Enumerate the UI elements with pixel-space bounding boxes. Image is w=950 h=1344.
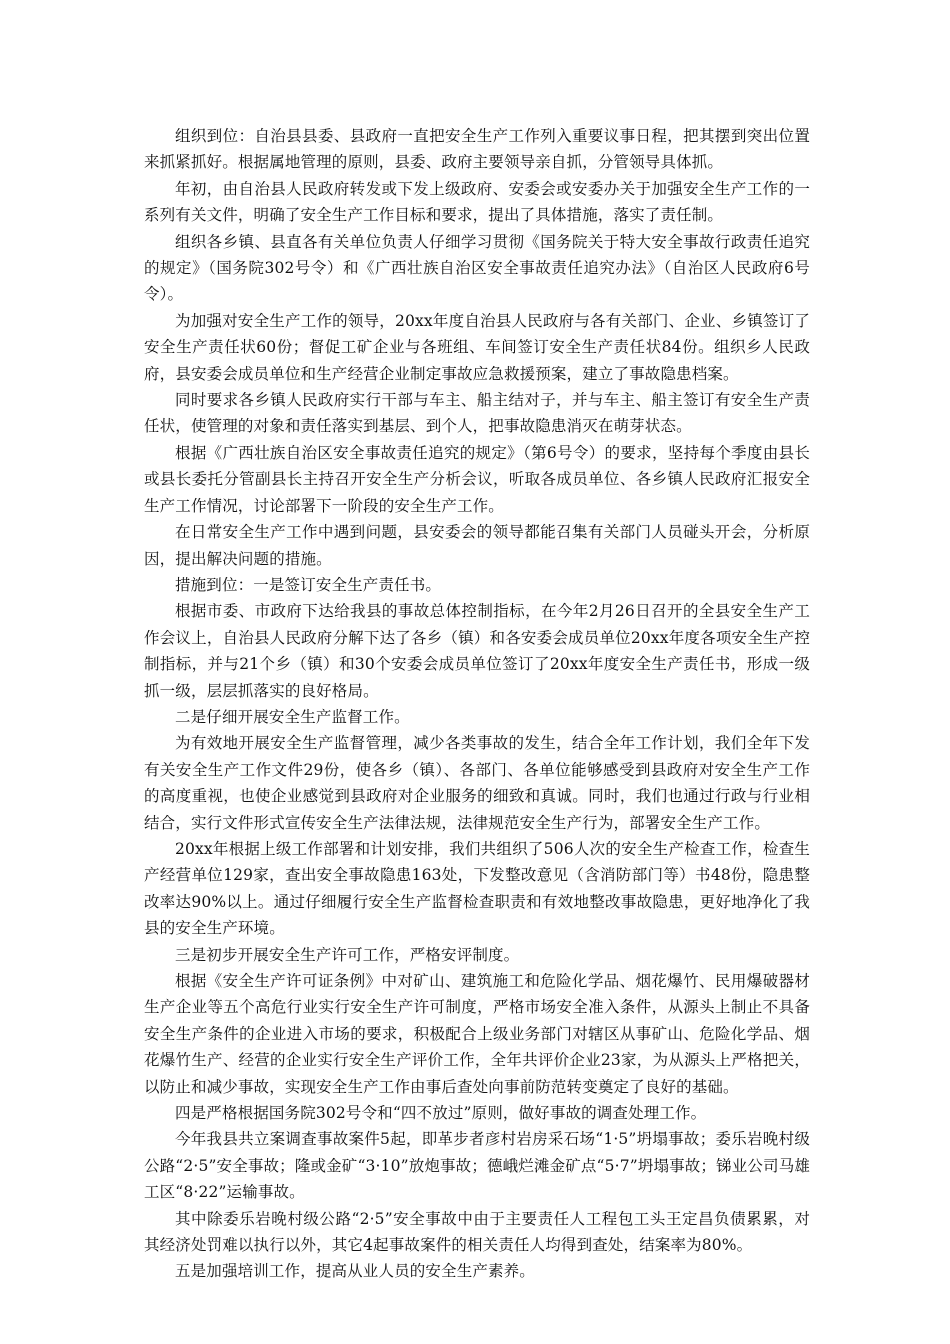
paragraph-16: 今年我县共立案调查事故案件5起，即革步者彦村岩房采石场“1·5”坍塌事故；委乐岩晚村级公路“2·5”安全事故；隆或金矿“3·10”放炮事故；德峨烂滩金矿点“5·7”坍塌事故；锑业公司马雄工区“8·22”运输事故。 <box>144 1130 810 1202</box>
paragraph-11: 为有效地开展安全生产监督管理，减少各类事故的发生，结合全年工作计划，我们全年下发有关安全生产工作文件29份，使各乡（镇）、各部门、各单位能够感受到县政府对安全生产工作的高度重视，也使企业感觉到县政府对企业服务的细致和真诚。同时，我们也通过行政与行业相结合，实行文件形式宣传安全生产法律法规，法律规范安全生产行为，部署安全生产工作。 <box>144 734 810 832</box>
paragraph-2: 年初，由自治县人民政府转发或下发上级政府、安委会或安委办关于加强安全生产工作的一系列有关文件，明确了安全生产工作目标和要求，提出了具体措施，落实了责任制。 <box>144 179 810 225</box>
paragraph-13: 三是初步开展安全生产许可工作，严格安评制度。 <box>175 945 520 964</box>
paragraph-3: 组织各乡镇、县直各有关单位负责人仔细学习贯彻《国务院关于特大安全事故行政责任追究的规定》（国务院302号令）和《广西壮族自治区安全事故责任追究办法》（自治区人民政府6号令）。 <box>144 232 810 304</box>
paragraph-14: 根据《安全生产许可证条例》中对矿山、建筑施工和危险化学品、烟花爆竹、民用爆破器材生产企业等五个高危行业实行安全生产许可制度，严格市场安全准入条件，从源头上制止不具备安全生产条件的企业进入市场的要求，积极配合上级业务部门对辖区从事矿山、危险化学品、烟花爆竹生产、经营的企业实行安全生产评价工作，全年共评价企业23家，为从源头上严格把关，以防止和减少事故，实现安全生产工作由事后查处向事前防范转变奠定了良好的基础。 <box>144 972 810 1096</box>
paragraph-9: 根据市委、市政府下达给我县的事故总体控制指标，在今年2月26日召开的全县安全生产工作会议上，自治县人民政府分解下达了各乡（镇）和各安委会成员单位20xx年度各项安全生产控制指标，并与21个乡（镇）和30个安委会成员单位签订了20xx年度安全生产责任书，形成一级抓一级，层层抓落实的良好格局。 <box>144 602 810 700</box>
paragraph-7: 在日常安全生产工作中遇到问题，县安委会的领导都能召集有关部门人员碰头开会，分析原因，提出解决问题的措施。 <box>144 523 810 568</box>
paragraph-5: 同时要求各乡镇人民政府实行干部与车主、船主结对子，并与车主、船主签订有安全生产责任状，使管理的对象和责任落实到基层、到个人，把事故隐患消灭在萌芽状态。 <box>144 391 810 436</box>
document-body <box>144 123 810 1285</box>
paragraph-6: 根据《广西壮族自治区安全事故责任追究的规定》（第6号令）的要求，坚持每个季度由县长或县长委托分管副县长主持召开安全生产分析会议，听取各成员单位、各乡镇人民政府汇报安全生产工作情况，讨论部署下一阶段的安全生产工作。 <box>144 443 810 515</box>
paragraph-18: 五是加强培训工作，提高从业人员的安全生产素养。 <box>175 1262 535 1281</box>
paragraph-17: 其中除委乐岩晚村级公路“2·5”安全事故中由于主要责任人工程包工头王定昌负债累累，对其经济处罚难以执行以外，其它4起事故案件的相关责任人均得到查处，结案率为80%。 <box>144 1209 810 1255</box>
paragraph-10: 二是仔细开展安全生产监督工作。 <box>175 707 410 726</box>
paragraph-1: 组织到位：自治县县委、县政府一直把安全生产工作列入重要议事日程，把其摆到突出位置来抓紧抓好。根据属地管理的原则，县委、政府主要领导亲自抓，分管领导具体抓。 <box>144 127 810 172</box>
paragraph-12: 20xx年根据上级工作部署和计划安排，我们共组织了506人次的安全生产检查工作，检查生产经营单位129家，查出安全事故隐患163处，下发整改意见（含消防部门等）书48份，隐患整改率达90%以上。通过仔细履行安全生产监督检查职责和有效地整改事故隐患，更好地净化了我县的安全生产环境。 <box>144 839 810 938</box>
paragraph-4: 为加强对安全生产工作的领导，20xx年度自治县人民政府与各有关部门、企业、乡镇签订了安全生产责任状60份；督促工矿企业与各班组、车间签订安全生产责任状84份。组织乡人民政府，县安委会成员单位和生产经营企业制定事故应急救援预案，建立了事故隐患档案。 <box>144 311 810 383</box>
paragraph-15: 四是严格根据国务院302号令和“四不放过”原则，做好事故的调查处理工作。 <box>175 1104 707 1123</box>
paragraph-8: 措施到位：一是签订安全生产责任书。 <box>175 575 442 594</box>
